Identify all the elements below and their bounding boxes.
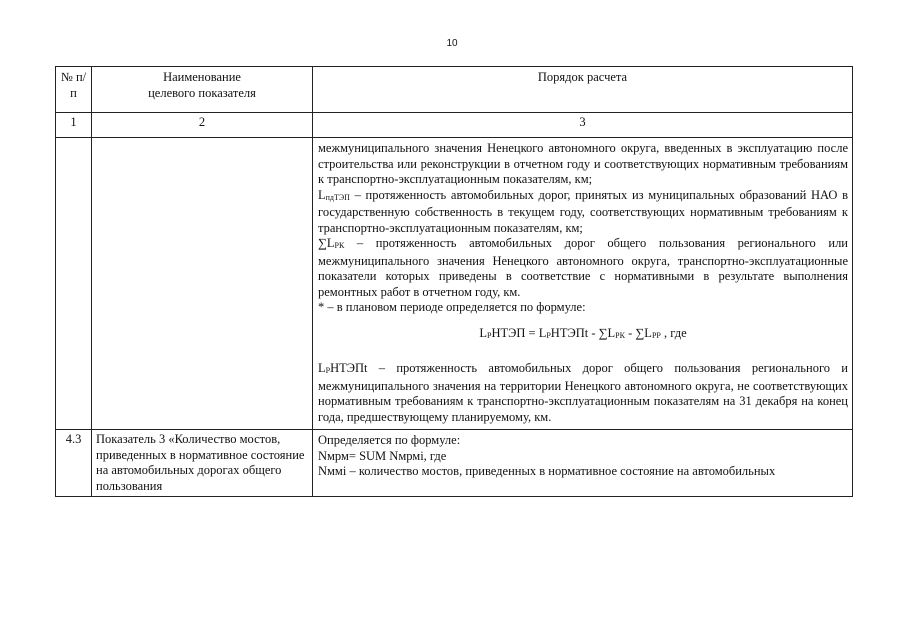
row-4-3-indicator-name: Показатель 3 «Количество мостов, приведенных в нормативное состояние на автомобильных дорогах общего пользования [92,430,313,497]
column-number-3: 3 [313,113,853,138]
continuation-number-cell [56,138,92,430]
continuation-name-cell [92,138,313,430]
column-number-1: 1 [56,113,92,138]
row-4-3-formula: Nмрм= SUM Nмрмi, где [318,448,447,463]
header-indicator-name-line1: Наименование [163,70,241,84]
column-number-2: 2 [92,113,313,138]
table-row-4-3 [56,430,853,497]
header-number: № п/п [56,67,92,113]
header-calculation-order: Порядок расчета [313,67,853,113]
paragraph-l-pd-tep: $L_{пдТЭП}$ – протяженность автомобильных дорог, принятых из муниципальных образований НАО в государственную собственность в текущем году, соответствующих нормативным требованиям к транспортно-эксплуатационным показателям, км; [318,187,848,235]
table-header-row [56,67,853,113]
row-4-3-number: 4.3 [56,430,92,497]
row-4-3-calculation [313,430,853,497]
calculation-table [55,66,853,497]
continuation-calc-cell [313,138,853,430]
paragraph-lr-ntept: $L_РНТЭПt$ – протяженность автомобильных дорог общего пользования регионального и межмуниципального значения на территории Ненецкого автономного округа, не соответствующих нормативным требованиям к транспортно-эксплуатационным показателям на 31 декабря на конец года, предшествующему планируемому, км. [318,361,848,424]
header-indicator-name [92,67,313,113]
paragraph-intro: межмуниципального значения Ненецкого автономного округа, введенных в эксплуатацию после строительства или реконструкции в отчетном году и соответствующих нормативным требованиям к транспортно-эксплуатационным показателям, км; [318,141,848,186]
header-indicator-name-line2: целевого показателя [148,85,256,100]
column-numbers-row [56,113,853,138]
page-number: 10 [446,38,458,49]
paragraph-planned-period: * – в плановом периоде определяется по формуле: [318,300,586,314]
row-4-3-definition: Nммi – количество мостов, приведенных в нормативное состояние на автомобильных [318,464,776,478]
paragraph-sum-l-rk: $\sum L_{РК}$ – протяженность автомобильных дорог общего пользования регионального или межмуниципального значения Ненецкого автономного округа, транспортно-эксплуатационные показатели которых приведены в соответствие с нормативными в результате выполнения ремонтных работ в отчетном году, км. [318,236,848,299]
continuation-row [56,138,853,430]
formula-lr-ntep: $L_РНТЭП$ = $L_РНТЭПt - \sum L_{РК} - \sum L_{РР}$ , где [479,325,687,340]
row-4-3-intro: Определяется по формуле: [318,433,461,447]
